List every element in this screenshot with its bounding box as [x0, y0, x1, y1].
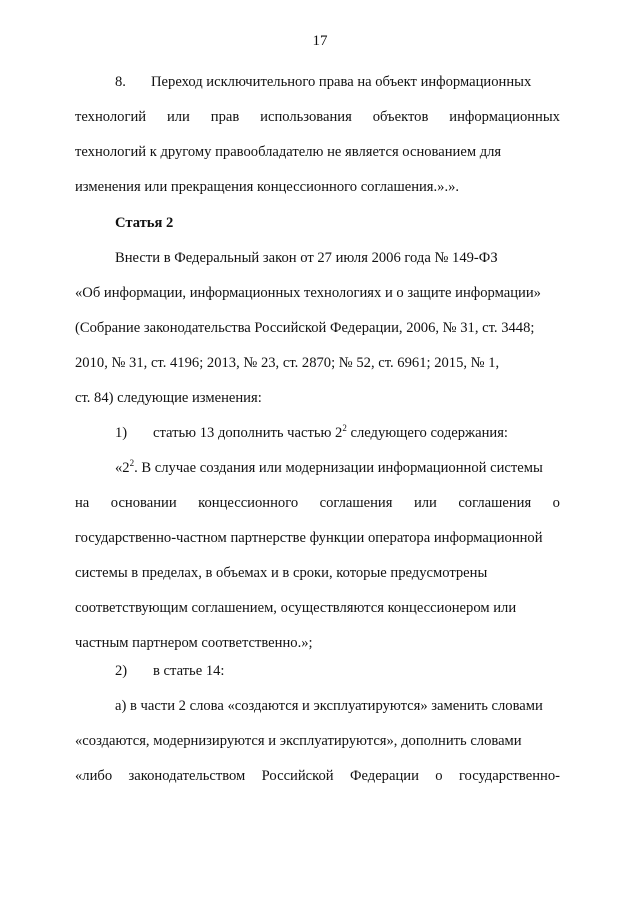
page-number: 17	[312, 33, 328, 49]
item-1-text-pre: статью 13 дополнить частью 2	[153, 425, 343, 441]
item-1	[115, 423, 560, 443]
word: информационных	[449, 109, 560, 125]
item-2-text: в статье 14:	[153, 663, 225, 679]
paragraph-8-text-1: Переход исключительного права на объект информационных	[151, 74, 532, 90]
superscript: 2	[342, 423, 347, 434]
quote-prefix: «2	[115, 460, 130, 476]
word: или	[166, 109, 190, 125]
article-2-intro-line-1: Внести в Федеральный закон от 27 июля 2006 года № 149-ФЗ	[115, 250, 498, 266]
word: концессионного	[198, 495, 299, 511]
word: о	[552, 495, 560, 511]
item-1-text	[153, 425, 508, 441]
quote-line-6: частным партнером соответственно.»;	[75, 635, 313, 651]
superscript: 2	[129, 458, 135, 469]
word: технологий	[75, 109, 147, 125]
paragraph-8-line-1	[115, 72, 560, 92]
quote-text: . В случае создания или модернизации информационной системы	[134, 460, 543, 476]
quote-line-5: соответствующим соглашением, осуществляются концессионером или	[75, 600, 517, 616]
paragraph-8-line-4: изменения или прекращения концессионного соглашения.».».	[75, 179, 460, 195]
item-1-text-post: следующего содержания:	[346, 425, 508, 441]
word: или	[413, 495, 437, 511]
quote-line-2	[75, 493, 560, 513]
paragraph-8-line-2	[75, 107, 560, 127]
item-2	[115, 661, 560, 681]
sub-item-a-line-1: а) в части 2 слова «создаются и эксплуатируются» заменить словами	[115, 698, 543, 714]
word: о	[435, 768, 443, 784]
sub-item-a-line-2: «создаются, модернизируются и эксплуатируются», дополнить словами	[75, 733, 522, 749]
item-1-number: 1)	[115, 425, 128, 441]
word: объектов	[372, 109, 429, 125]
word: на	[75, 495, 90, 511]
word: основании	[110, 495, 177, 511]
quote-line-1	[115, 458, 560, 478]
quote-line-4: системы в пределах, в объемах и в сроки, которые предусмотрены	[75, 565, 488, 581]
word: Российской	[261, 768, 334, 784]
word: прав	[210, 109, 240, 125]
word: «либо	[75, 768, 113, 784]
word: соглашения	[319, 495, 393, 511]
word: использования	[260, 109, 352, 125]
article-2-intro-line-5: ст. 84) следующие изменения:	[75, 390, 262, 406]
article-2-intro-line-2: «Об информации, информационных технологиях и о защите информации»	[75, 285, 541, 301]
item-2-number: 2)	[115, 663, 128, 679]
paragraph-8-line-3: технологий к другому правообладателю не является основанием для	[75, 144, 502, 160]
quote-line-3: государственно-частном партнерстве функции оператора информационной	[75, 530, 543, 546]
article-2-intro-line-3: (Собрание законодательства Российской Федерации, 2006, № 31, ст. 3448;	[75, 320, 535, 336]
word: государственно-	[458, 768, 560, 784]
paragraph-8-number: 8.	[115, 74, 126, 90]
word: законодательством	[128, 768, 246, 784]
word: соглашения	[458, 495, 532, 511]
article-2-heading: Статья 2	[115, 215, 174, 231]
sub-item-a-line-3	[75, 766, 560, 786]
article-2-intro-line-4: 2010, № 31, ст. 4196; 2013, № 23, ст. 2870; № 52, ст. 6961; 2015, № 1,	[75, 355, 500, 371]
word: Федерации	[349, 768, 419, 784]
